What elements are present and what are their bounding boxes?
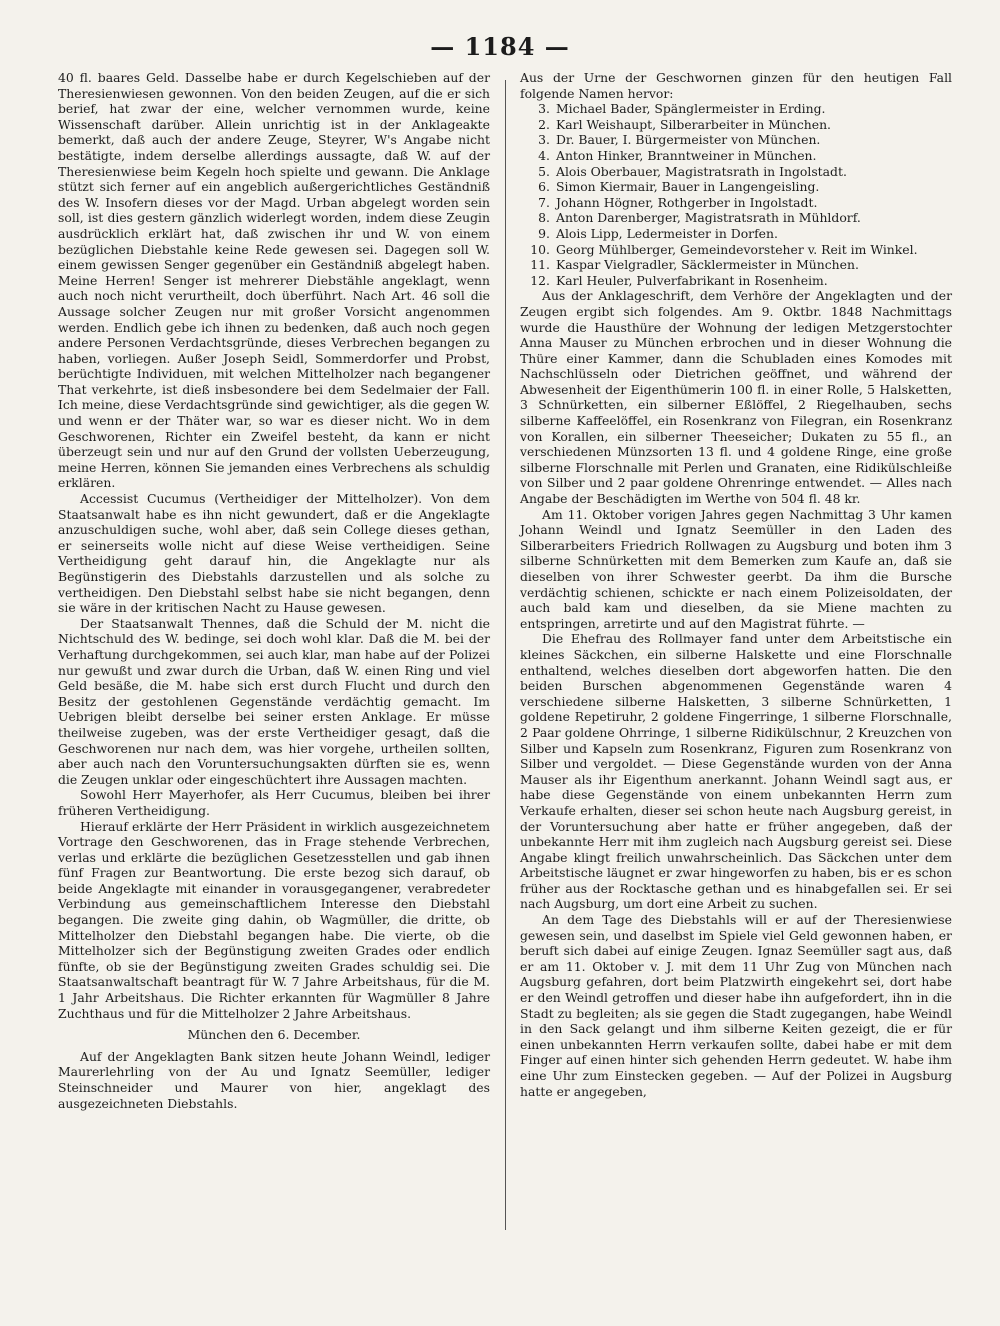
juror-number: 9. [538, 225, 550, 241]
juror-name: Anton Hinker, Branntweiner in München. [556, 147, 817, 163]
juror-list-item [520, 148, 952, 164]
juror-list-item [520, 101, 952, 117]
paragraph-defense-speech: 40 fl. baares Geld. Dasselbe habe er durch Kegelschieben auf der Theresienwiesen gewonnen. Von den beiden Zeugen, auf die er sich berief, hat zwar der eine, welcher vernommen wurde, keine Wissenschaft darüber. Allein unrichtig ist in der Anklageakte bemerkt, daß auch der andere Zeuge, Steyrer, W's Angabe nicht bestätigte, indem derselbe allerdings aussagte, daß W. auf der Theresienwiese beim Kegeln hoch spielte und gewann. Die Anklage stützt sich ferner auf ein angeblich außergerichtliches Geständniß des W. Insofern dieses vor der Magd. Urban abgelegt worden sein soll, ist dies gestern gänzlich widerlegt worden, indem diese Zeugin ausdrücklich erklärt hat, daß zwischen ihr und W. von einem bezüglichen Diebstahle keine Rede gewesen sei. Dagegen soll W. einem gewissen Senger gegenüber ein Geständniß abgelegt haben. Meine Herren! Senger ist mehrerer Diebstähle angeklagt, wenn auch noch nicht verurtheilt, doch überführt. Nach Art. 46 soll die Aussage solcher Zeugen nur mit großer Vorsicht angenommen werden. Endlich gebe ich ihnen zu bedenken, daß auch noch gegen andere Personen Verdachtsgründe, dieses Verbrechen begangen zu haben, vorliegen. Außer Joseph Seidl, Sommerdorfer und Probst, berüchtigte Individuen, mit welchen Mittelholzer nach begangener That verkehrte, ist dieß insbesondere bei dem Sedelmaier der Fall. Ich meine, diese Verdachtsgründe sind gewichtiger, als die gegen W. und wenn er der Thäter war, so war es dieser nicht. Wo in dem Geschworenen, Richter ein Zweifel besteht, da kann er nicht überzeugt sein und nur auf den Grund der vollsten Ueberzeugung, meine Herren, können Sie jemanden eines Verbrechens als schuldig erklären. [58, 70, 490, 491]
dateline: München den 6. December. [187, 1027, 361, 1043]
juror-list-item [520, 210, 952, 226]
juror-list-item [520, 132, 952, 148]
juror-name: Simon Kiermair, Bauer in Langengeisling. [556, 179, 820, 195]
juror-name: Anton Darenberger, Magistratsrath in Mühldorf. [556, 210, 861, 226]
juror-name: Kaspar Vielgradler, Säcklermeister in München. [556, 257, 859, 273]
juror-name: Michael Bader, Spänglermeister in Erding. [556, 101, 826, 117]
right-column [520, 70, 952, 1099]
juror-list-item [520, 242, 952, 258]
jurors-intro: Aus der Urne der Geschwornen ginzen für den heutigen Fall folgende Namen hervor: [520, 70, 952, 101]
paragraph-prosecutor-reply: Der Staatsanwalt Thennes, daß die Schuld der M. nicht die Nichtschuld des W. bedinge, sei doch wohl klar. Daß die M. bei der Verhaftung durchgekommen, sei auch klar, man habe auf der Polizei nur gewußt und zwar durch die Urban, daß W. einen Ring und viel Geld besäße, die M. habe sich erst durch Flucht und durch den Besitz der gestohlenen Gegenstände verdächtig gemacht. Im Uebrigen bleibt derselbe bei seiner ersten Anklage. Er müsse theilweise zugeben, was der erste Vertheidiger gesagt, daß die Geschworenen nur nach dem, was hier vorgehe, urtheilen sollten, aber auch nach den Voruntersuchungsakten dürften sie es, wenn die Zeugen unklar oder eingeschüchtert ihre Aussagen machten. [58, 615, 490, 787]
juror-number: 7. [538, 194, 550, 210]
juror-list-item [520, 195, 952, 211]
paragraph-alibi: An dem Tage des Diebstahls will er auf der Theresienwiese gewesen sein, und daselbst im Spiele viel Geld gewonnen haben, er beruft sich dabei auf einige Zeugen. Ignaz Seemüller sagt aus, daß er am 11. Oktober v. J. mit dem 11 Uhr Zug von München nach Augsburg gefahren, dort beim Platzwirth eingekehrt sei, dort habe er den Weindl getroffen und dieser habe ihn aufgefordert, ihn in die Stadt zu begleiten; als sie gegen die Stadt zugegangen, habe Weindl in den Sack gelangt und ihm silberne Keiten gezeigt, die er für einen unbekannten Herrn verkaufen sollte, dabei habe er mit dem Finger auf einen hinter sich gehenden Herrn gedeutet. W. habe ihm eine Uhr zum Einstecken gegeben. — Auf der Polizei in Augsburg hatte er angegeben, [520, 912, 952, 1099]
paragraph-indictment: Aus der Anklageschrift, dem Verhöre der Angeklagten und der Zeugen ergibt sich folgendes. Am 9. Oktbr. 1848 Nachmittags wurde die Hausthüre der Wohnung der ledigen Metzgerstochter Anna Mauser zu München erbrochen und in dieser Wohnung die Thüre einer Kammer, dann die Schubladen eines Komodes mit Nachschlüsseln oder Dietrichen geöffnet, und während der Abwesenheit der Eigenthümerin 100 fl. in einer Rolle, 5 Halsketten, 3 Schnürketten, ein silberner Eßlöffel, 2 Riegelhauben, sechs silberne Kaffeelöffel, ein Rosenkranz von Filegran, ein Rosenkranz von Korallen, ein silberner Theeseicher; Dukaten zu 55 fl., an verschiedenen Münzsorten 13 fl. und 4 goldene Ringe, eine große silberne Florschnalle mit Perlen und Granaten, eine Ridikülschleiße von Silber und 2 paar goldene Ohrenringe entwendet. — Alles nach Angabe der Beschädigten im Werthe von 504 fl. 48 kr. [520, 288, 952, 507]
paragraph-evidence: Die Ehefrau des Rollmayer fand unter dem Arbeitstische ein kleines Säckchen, ein silberne Halskette und eine Florschnalle enthaltend, welches dieselben dort abgeworfen hatten. Die den beiden Burschen abgenommenen Gegenstände waren 4 verschiedene silberne Halsketten, 3 silberne Schnürketten, 1 goldene Repetiruhr, 2 goldene Fingerringe, 1 silberne Florschnalle, 2 Paar goldene Ohrringe, 1 silberne Ridikülschnur, 2 Kreuzchen von Silber und Kapseln zum Rosenkranz, Figuren zum Rosenkranz von Silber und vergoldet. — Diese Gegenstände wurden von der Anna Mauser als ihr Eigenthum anerkannt. Johann Weindl sagt aus, er habe diese Gegenstände von einem unbekannten Herrn zum Verkaufe erhalten, dieser sei schon heute nach Augsburg gereist, in der Voruntersuchung aber hatte er früher angegeben, daß der unbekannte Herr mit ihm zugleich nach Augsburg gereist sei. Diese Angabe klingt freilich unwahrscheinlich. Das Säckchen unter dem Arbeitstische läugnet er zwar hingeworfen zu haben, bis er es schon früher aus der Rocktasche gethan und es hinabgefallen sei. Er sei nach Augsburg, um dort eine Arbeit zu suchen. [520, 631, 952, 912]
juror-list-item [520, 164, 952, 180]
page-number: — 1184 — [430, 32, 570, 61]
juror-number: 10. [530, 241, 550, 257]
paragraph-president: Hierauf erklärte der Herr Präsident in wirklich ausgezeichnetem Vortrage den Geschworenen, das in Frage stehende Verbrechen, verlas und erklärte die bezüglichen Gesetzesstellen und gab ihnen fünf Fragen zur Beantwortung. Die erste bezog sich darauf, ob beide Angeklagte mit einander in vorausgegangener, verabredeter Verbindung aus gemeinschaftlichem Interesse den Diebstahl begangen. Die zweite ging dahin, ob Wagmüller, die dritte, ob Mittelholzer den Diebstahl begangen habe. Die vierte, ob die Mittelholzer sich der Begünstigung zweiten Grades oder endlich fünfte, ob sie der Begünstigung zweiten Grades schuldig sei. Die Staatsanwaltschaft beantragt für W. 7 Jahre Arbeitshaus, für die M. 1 Jahr Arbeitshaus. Die Richter erkannten für Wagmüller 8 Jahre Zuchthaus und für die Mittelholzer 2 Jahre Arbeitshaus. [58, 818, 490, 1021]
juror-name: Dr. Bauer, I. Bürgermeister von München. [556, 132, 821, 148]
left-column [58, 70, 490, 1111]
juror-list-item [520, 257, 952, 273]
juror-name: Karl Weishaupt, Silberarbeiter in München. [556, 116, 831, 132]
paragraph-defenders: Sowohl Herr Mayerhofer, als Herr Cucumus, bleiben bei ihrer früheren Vertheidigung. [58, 787, 490, 818]
paragraph-augsburg-arrest: Am 11. Oktober vorigen Jahres gegen Nachmittag 3 Uhr kamen Johann Weindl und Ignatz Seemüller in den Laden des Silberarbeiters Friedrich Rollwagen zu Augsburg und boten ihm 3 silberne Schnürketten mit dem Bemerken zum Kaufe an, daß sie dieselben von ihrer Schwester geerbt. Da ihm die Bursche verdächtig schienen, schickte er nach einem Polizeisoldaten, der auch bald kam und dieselben, da sie Miene machten zu entspringen, arretirte und auf den Magistrat führte. — [520, 506, 952, 631]
juror-number: 3. [538, 132, 550, 148]
juror-number: 6. [538, 179, 550, 195]
paragraph-new-case: Auf der Angeklagten Bank sitzen heute Johann Weindl, lediger Maurerlehrling von der Au und Ignatz Seemüller, lediger Steinschneider und Maurer von hier, angeklagt des ausgezeichneten Diebstahls. [58, 1048, 490, 1111]
juror-name: Alois Oberbauer, Magistratsrath in Ingolstadt. [556, 163, 847, 179]
juror-list-item [520, 226, 952, 242]
juror-number: 4. [538, 147, 550, 163]
juror-number: 8. [538, 210, 550, 226]
juror-number: 2. [538, 116, 550, 132]
juror-list-item [520, 179, 952, 195]
juror-number: 3. [538, 101, 550, 117]
column-divider [505, 80, 506, 1230]
juror-list-item [520, 273, 952, 289]
juror-list-item [520, 117, 952, 133]
juror-name: Georg Mühlberger, Gemeindevorsteher v. Reit im Winkel. [556, 241, 918, 257]
paragraph-cucumus: Accessist Cucumus (Vertheidiger der Mittelholzer). Von dem Staatsanwalt habe es ihn nicht gewundert, daß er die Angeklagte anzuschuldigen suche, wohl aber, daß sein College dieses gethan, er seinerseits wolle nicht auf diese Weise vertheidigen. Seine Vertheidigung geht darauf hin, die Angeklagte nur als Begünstigerin des Diebstahls darzustellen und als solche zu vertheidigen. Den Diebstahl selbst habe sie nicht begangen, denn sie wäre in der kritischen Nacht zu Hause gewesen. [58, 491, 490, 616]
juror-name: Johann Högner, Rothgerber in Ingolstadt. [556, 194, 818, 210]
juror-name: Karl Heuler, Pulverfabrikant in Rosenheim. [556, 272, 828, 288]
juror-name: Alois Lipp, Ledermeister in Dorfen. [556, 225, 778, 241]
juror-number: 5. [538, 163, 550, 179]
juror-list [520, 101, 952, 288]
juror-number: 12. [530, 272, 550, 288]
juror-number: 11. [530, 257, 550, 273]
